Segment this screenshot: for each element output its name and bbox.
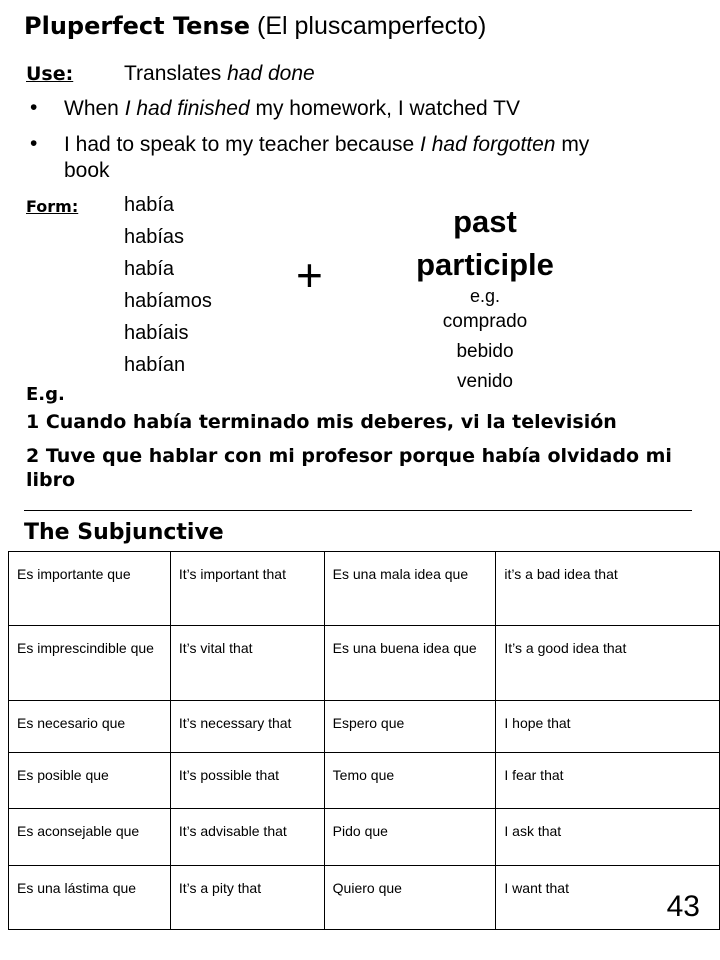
plus-sign: + <box>296 249 323 301</box>
table-cell: Es posible que <box>9 753 171 809</box>
table-cell: I fear that <box>496 753 720 809</box>
table-cell: It’s vital that <box>170 626 324 701</box>
participle-example: comprado <box>442 311 528 332</box>
bullet-icon: • <box>30 96 38 119</box>
participle-example: venido <box>457 371 513 392</box>
verb-form: habíais <box>124 322 189 344</box>
table-cell: It’s important that <box>170 552 324 626</box>
participle-eg: e.g. <box>469 286 501 306</box>
verb-form: había <box>124 194 175 216</box>
use-label: Use: <box>26 63 74 85</box>
example-sentence: 1 Cuando había terminado mis deberes, vi la televisión <box>26 411 617 433</box>
table-row <box>9 701 720 753</box>
past-participle-box <box>380 200 590 397</box>
page-number: 43 <box>666 890 700 923</box>
participle-title-2: participle <box>416 247 554 282</box>
bullet-item: When I had finished my homework, I watched TV <box>64 97 521 120</box>
page-title <box>24 12 486 41</box>
table-cell: It’s advisable that <box>170 809 324 866</box>
form-label: Form: <box>26 197 79 216</box>
table-cell: It’s a pity that <box>170 866 324 930</box>
divider <box>24 510 692 511</box>
table-cell: Es una buena idea que <box>324 626 496 701</box>
verb-form: había <box>124 258 175 280</box>
use-text-italic: had done <box>227 62 315 85</box>
table-cell: I ask that <box>496 809 720 866</box>
table-cell: Es importante que <box>9 552 171 626</box>
verb-form: habían <box>124 354 186 376</box>
table-cell: Es aconsejable que <box>9 809 171 866</box>
table-row <box>9 809 720 866</box>
table-row <box>9 753 720 809</box>
table-cell: it’s a bad idea that <box>496 552 720 626</box>
title-bold: Pluperfect Tense <box>24 12 251 40</box>
verb-form: habías <box>124 226 185 248</box>
table-cell: Temo que <box>324 753 496 809</box>
use-text-pre: Translates <box>124 62 228 85</box>
table-cell: It’s a good idea that <box>496 626 720 701</box>
table-cell: Es una mala idea que <box>324 552 496 626</box>
bullet-item: I had to speak to my teacher because I had forgotten my book <box>64 133 590 182</box>
participle-title-1: past <box>453 204 517 239</box>
bullet-icon: • <box>30 132 38 155</box>
verb-form: habíamos <box>124 290 212 312</box>
subjunctive-title: The Subjunctive <box>24 520 224 545</box>
examples-label: E.g. <box>26 384 65 405</box>
table-cell: Quiero que <box>324 866 496 930</box>
table-cell: I hope that <box>496 701 720 753</box>
table-row <box>9 866 720 930</box>
table-cell: Es imprescindible que <box>9 626 171 701</box>
table-row <box>9 552 720 626</box>
table-cell: It’s possible that <box>170 753 324 809</box>
title-subtitle: (El pluscamperfecto) <box>250 12 487 40</box>
use-text <box>124 62 315 86</box>
table-cell: It’s necessary that <box>170 701 324 753</box>
table-row <box>9 626 720 701</box>
table-cell: Espero que <box>324 701 496 753</box>
table-cell: Pido que <box>324 809 496 866</box>
table-cell: Es necesario que <box>9 701 171 753</box>
table-cell: I want that <box>496 866 720 930</box>
table-cell: Es una lástima que <box>9 866 171 930</box>
participle-example: bebido <box>456 341 514 362</box>
subjunctive-table <box>8 551 720 930</box>
example-sentence: 2 Tuve que hablar con mi profesor porque había olvidado mi libro <box>26 445 672 491</box>
